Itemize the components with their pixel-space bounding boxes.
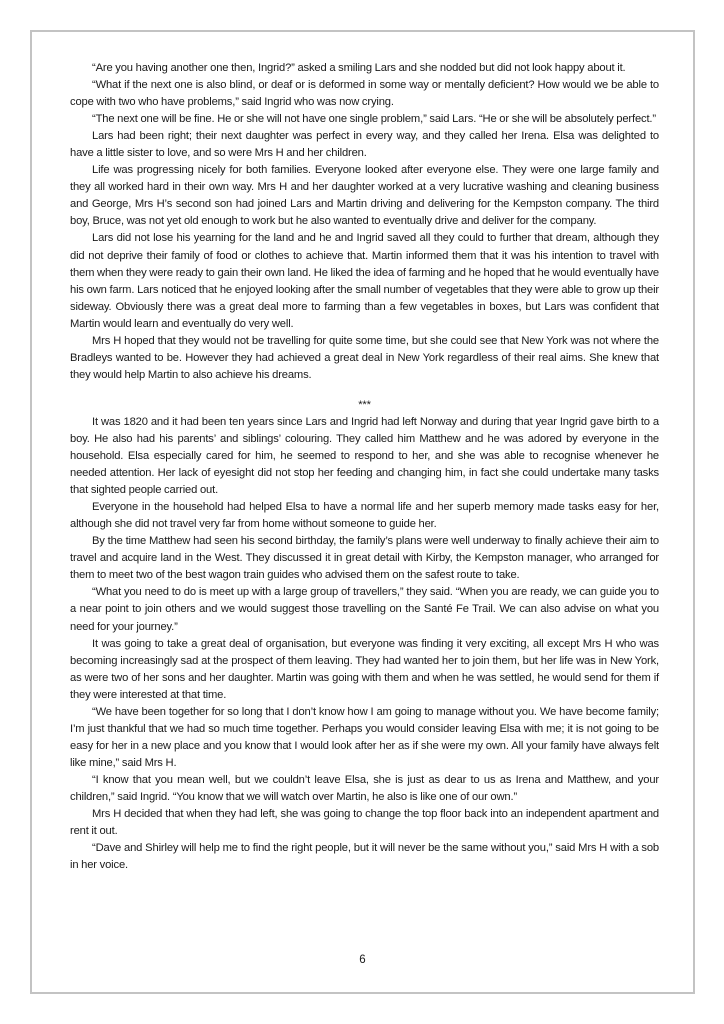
paragraph: Mrs H hoped that they would not be travelling for quite some time, but she could see that New York was not where the Bradleys wanted to be. However they had achieved a great deal in New York regardless of their real aims. She knew that they would help Martin to also achieve his dreams. [70,334,659,381]
paragraph: “Dave and Shirley will help me to find the right people, but it will never be the same without you,” said Mrs H with a sob in her voice. [70,842,659,872]
paragraph: It was going to take a great deal of organisation, but everyone was finding it very exciting, all except Mrs H who was becoming increasingly sad at the prospect of them leaving. They had wanted her to join them, but her life was in New York, as were two of her sons and her daughter. Martin was going with them and when he was settled, he would send for them if they were interested at that time. [70,637,659,701]
paragraph: “What you need to do is meet up with a large group of travellers,” they said. “When you are ready, we can guide you to a near point to join others and we would suggest those travelling on the Santé Fe Trail. We can also advise on what you need for your journey.” [70,586,659,633]
paragraph: “What if the next one is also blind, or deaf or is deformed in some way or mentally deficient? How would we be able to cope with two who have problems,” said Ingrid who was now crying. [70,79,659,109]
paragraph: Lars had been right; their next daughter was perfect in every way, and they called her Irena. Elsa was delighted to have a little sister to love, and so were Mrs H and her children. [70,130,659,160]
paragraph: “I know that you mean well, but we couldn’t leave Elsa, she is just as dear to us as Irena and Matthew, and your children,” said Ingrid. “You know that we will watch over Martin, he also is like one of our own.” [70,773,659,803]
paragraph: Life was progressing nicely for both families. Everyone looked after everyone else. They were one large family and they all worked hard in their own way. Mrs H and her daughter worked at a very lucrative washing and cleaning business and George, Mrs H’s second son had joined Lars and Martin driving and delivering for the Kempston company. The third boy, Bruce, was not yet old enough to work but he also wanted to eventually drive and deliver for the company. [70,164,659,228]
section-break: *** [358,398,371,411]
page-frame [30,30,695,994]
paragraph: Everyone in the household had helped Elsa to have a normal life and her superb memory made tasks easy for her, although she did not travel very far from home without someone to guide her. [70,501,659,531]
paragraph: “The next one will be fine. He or she will not have one single problem,” said Lars. “He or she will be absolutely perfect.” [92,113,656,126]
paragraph: By the time Matthew had seen his second birthday, the family’s plans were well underway to finally achieve their aim to travel and acquire land in the West. They discussed it in great detail with Kirby, the Kempston manager, who arranged for them to meet two of the best wagon train guides who advised them on the safest route to take. [70,535,659,582]
page-number: 6 [359,954,366,966]
paragraph: “We have been together for so long that I don’t know how I am going to manage without you. We have become family; I’m just thankful that we had so much time together. Perhaps you would consider leaving Elsa with me; it is not going to be easy for her in a new place and you know that I would look after her as if she were my own. All your family have always felt like mine,” said Mrs H. [70,705,659,769]
paragraph: Mrs H decided that when they had left, she was going to change the top floor back into an independent apartment and rent it out. [70,808,659,838]
paragraph: Lars did not lose his yearning for the land and he and Ingrid saved all they could to further that dream, although they did not deprive their family of food or clothes to achieve that. Martin informed them that it was his intention to travel with them when they were ready to gain their own land. He liked the idea of farming and he hoped that he would eventually have his own farm. Lars noticed that he enjoyed looking after the small number of vegetables that they were able to grow up their sideway. Obviously there was a great deal more to farming than a few vegetables in boxes, but Lars was confident that Martin would learn and eventually do very well. [70,232,659,330]
document-body [70,60,659,874]
paragraph: It was 1820 and it had been ten years since Lars and Ingrid had left Norway and during that year Ingrid gave birth to a boy. He also had his parents’ and siblings’ colouring. They called him Matthew and he was adored by everyone in the household. Elsa especially cared for him, he seemed to respond to her, and she was able to recognise whenever he needed attention. Her lack of eyesight did not stop her feeding and changing him, in fact she could undertake many tasks that sighted people carried out. [70,415,659,497]
paragraph: “Are you having another one then, Ingrid?” asked a smiling Lars and she nodded but did not look happy about it. [92,62,626,74]
